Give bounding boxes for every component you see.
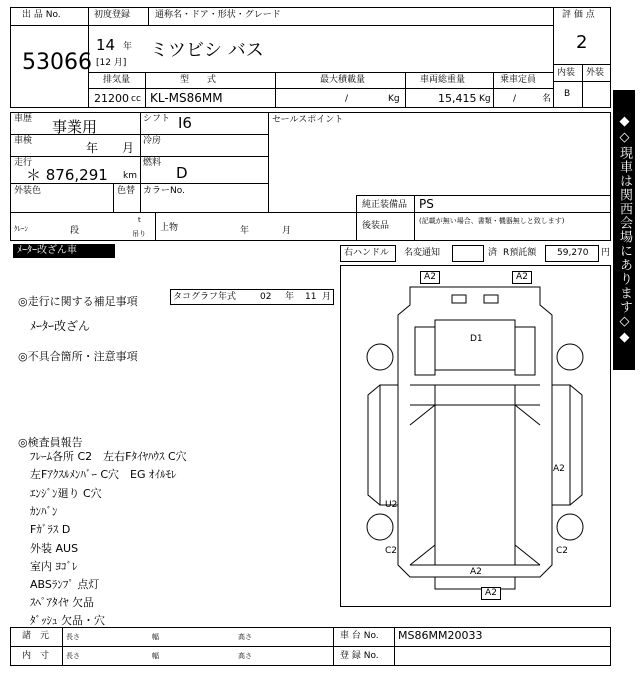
history-label: 車歴 [14, 114, 33, 124]
mileage-label: 走行 [14, 158, 33, 168]
damage-mark-bottom-box: A2 [481, 587, 501, 600]
inspector-line: ｴﾝｼﾞﾝ廻り C穴 [30, 487, 102, 500]
gross-weight-unit: Kg [479, 94, 491, 104]
reg-month: [12 月] [96, 58, 127, 68]
first-reg-label: 初度登録 [94, 10, 131, 20]
ac-label: 冷房 [143, 136, 162, 146]
displacement-unit: cc [131, 94, 141, 104]
interior-grade: B [564, 89, 571, 99]
dim-height: 高さ [238, 633, 252, 641]
dim-length: 長さ [66, 633, 80, 641]
tacho-label: タコグラフ年式 [173, 292, 237, 302]
name-change-label: 名変通知 [404, 248, 441, 258]
crane-ton: t [138, 216, 141, 224]
location-side-note: ◆◇現車は関西会場にあります◇◆ [613, 90, 635, 370]
shift: I6 [178, 114, 192, 132]
fuel-label: 燃料 [143, 158, 162, 168]
inner-height: 高さ [238, 652, 252, 660]
name-change-value: 済 [488, 248, 498, 258]
interior-dims-label: 内 寸 [22, 651, 50, 661]
reg-year-unit: 年 [123, 42, 133, 52]
dims-label: 諸 元 [22, 631, 50, 641]
selling-point-label: セールスポイント [272, 115, 344, 125]
displacement: 21200 [94, 92, 129, 105]
inspector-line: ﾀﾞｯｼｭ 欠品・穴 [30, 614, 105, 627]
crane-lift: 吊り [132, 230, 146, 238]
exterior-grade-label: 外装 [586, 68, 605, 78]
inspector-line: 室内 ﾖｺﾞﾚ [30, 560, 78, 573]
equipment: PS [419, 197, 434, 211]
inspector-line: 外装 AUS [30, 542, 79, 555]
right-handle: 右ハンドル [344, 248, 390, 258]
history: 事業用 [52, 118, 98, 136]
chassis-number: MS86MM20033 [398, 629, 483, 642]
vehicle-name: ミツビシ バス [150, 40, 264, 61]
inspector-line: ｶﾝﾊﾞﾝ [30, 505, 58, 518]
inner-length: 長さ [66, 652, 80, 660]
lot-number: 53066 [22, 50, 92, 75]
tacho-year-unit: 年 [285, 292, 295, 302]
spec-label-maxload: 最大積載量 [320, 75, 366, 85]
lot-label: 出 品 No. [22, 10, 61, 20]
damage-mark-bottom: A2 [470, 567, 482, 577]
bus-diagram [340, 265, 611, 607]
damage-mark-top-right: A2 [512, 271, 532, 284]
damage-mark-top-left: A2 [420, 271, 440, 284]
bed-label: 上物 [160, 223, 179, 233]
grade-value: 2 [576, 32, 588, 53]
recycle-deposit-label: R預託額 [503, 248, 537, 258]
spec-label-model: 型 式 [180, 75, 217, 85]
inspector-line: 左Fｱｸｽﾙﾒﾝﾊﾞｰ C穴 EG ｵｲﾙﾓﾚ [30, 468, 177, 481]
spec-label-capacity: 乗車定員 [500, 75, 537, 85]
tacho-month: 11 [305, 292, 317, 302]
capacity: / [513, 94, 517, 104]
inspection-month: 月 [122, 141, 135, 155]
fuel: D [176, 164, 188, 182]
ext-color-label: 外装色 [14, 186, 42, 196]
damage-mark-cab: D1 [470, 334, 483, 344]
bed-year: 年 [240, 226, 250, 236]
aftermarket-label: 後装品 [362, 221, 390, 231]
running-note: ﾒｰﾀｰ改ざん [30, 319, 91, 333]
max-load-unit: Kg [388, 94, 400, 104]
inspector-line: Fｶﾞﾗｽ D [30, 523, 71, 536]
inspection-year: 年 [86, 141, 99, 155]
mileage-unit: km [123, 171, 137, 181]
damage-mark-rear-right: C2 [556, 546, 569, 556]
crane-label: ｸﾚｰﾝ [14, 225, 28, 233]
chassis-label: 車 台 No. [340, 631, 379, 641]
damage-mark-left-side: U2 [385, 500, 398, 510]
grade-label: 評 価 点 [562, 10, 595, 20]
inner-width: 幅 [152, 652, 159, 660]
damage-mark-right-side: A2 [553, 464, 565, 474]
dim-width: 幅 [152, 633, 159, 641]
interior-grade-label: 内装 [557, 68, 576, 78]
spec-label-displacement: 排気量 [103, 75, 131, 85]
inspector-line: ｽﾍﾟｱﾀｲﾔ 欠品 [30, 596, 94, 609]
capacity-unit: 名 [542, 94, 552, 104]
color-change-label: 色替 [117, 186, 136, 196]
damage-mark-rear-left: C2 [385, 546, 398, 556]
reg-year: 14 [96, 36, 116, 54]
inspection-label: 車検 [14, 136, 33, 146]
shift-label: シフト [143, 114, 171, 124]
registration-label: 登 録 No. [340, 651, 379, 661]
aftermarket-note: (記載が無い場合、書類・機器無しと致します) [419, 217, 565, 225]
recycle-deposit: 59,270 [557, 248, 589, 258]
crane-stage: 段 [70, 226, 80, 236]
tacho-year: 02 [260, 292, 272, 302]
running-note-label: ◎走行に関する補足事項 [18, 295, 138, 308]
tacho-month-unit: 月 [322, 292, 332, 302]
gross-weight: 15,415 [438, 92, 477, 105]
defect-label: ◎不具合箇所・注意事項 [18, 350, 138, 363]
bed-month: 月 [282, 226, 292, 236]
color-code-label: カラーNo. [143, 186, 185, 196]
mileage: ＊ 876,291 [26, 166, 108, 184]
name-label: 通称名・ドア・形状・グレード [155, 10, 281, 20]
inspector-label: ◎検査員報告 [18, 436, 83, 449]
model: KL-MS86MM [150, 91, 223, 105]
meter-tampered-banner: ﾒｰﾀｰ改ざん車 [13, 244, 115, 258]
max-load: / [345, 94, 349, 104]
recycle-deposit-unit: 円 [601, 248, 611, 258]
inspector-line: ABSﾗﾝﾌﾟ 点灯 [30, 578, 100, 591]
spec-label-gross: 車両総重量 [420, 75, 466, 85]
equipment-label: 純正装備品 [362, 200, 408, 210]
inspector-line: ﾌﾚｰﾑ各所 C2 左右Fﾀｲﾔﾊｳｽ C穴 [30, 450, 187, 463]
